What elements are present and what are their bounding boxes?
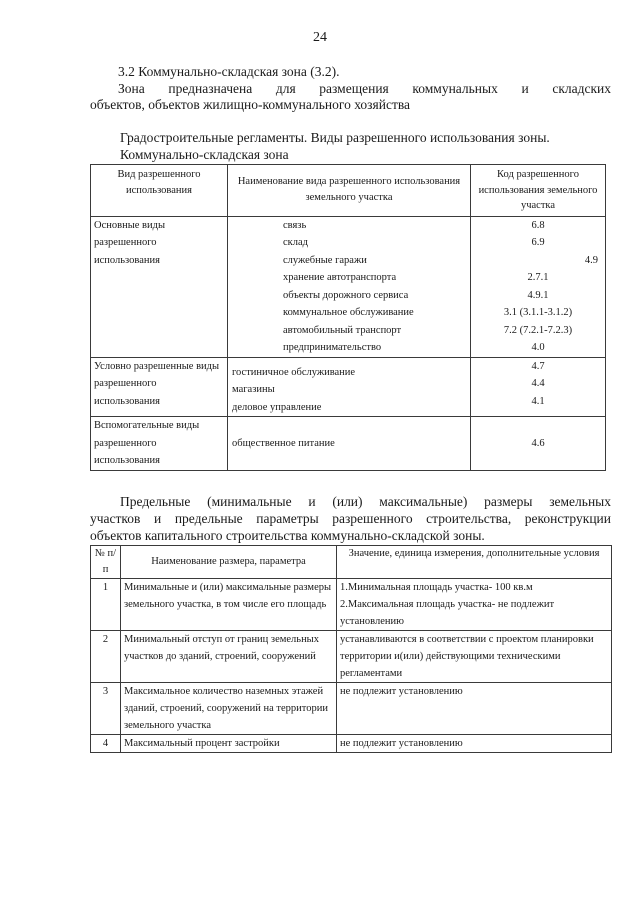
use-code: 7.2 (7.2.1-7.2.3) (503, 324, 573, 336)
regulations-heading-line1: Градостроительные регламенты. Виды разрешенного использования зоны. (120, 130, 550, 145)
use-code: 4.9.1 (527, 289, 549, 301)
row-number: 3 (91, 683, 121, 735)
use-code: 3.1 (3.1.1-3.1.2) (503, 307, 573, 318)
page-number: 24 (313, 30, 327, 45)
header-use-name: Наименование вида разрешенного использования земельного участка (228, 165, 471, 217)
use-name: хранение автотранспорта (283, 272, 397, 283)
row-value: 1.Минимальная площадь участка- 100 кв.м 2.Максимальная площадь участка- не подлежит установлению (337, 579, 612, 631)
row-parameter: Максимальное количество наземных этажей зданий, строений, сооружений на территории земельного участка (121, 683, 337, 735)
header-use-code: Код разрешенного использования земельного участка (471, 165, 606, 217)
group-auxiliary-codes (471, 417, 606, 471)
limits-paragraph-line1: Предельные (минимальные и (или) максимальные) размеры земельных (120, 494, 611, 509)
zone-description-line1: Зона предназначена для размещения коммунальных и складских (118, 81, 611, 96)
use-name: служебные гаражи (283, 254, 367, 266)
use-code: 4.4 (531, 378, 545, 389)
use-code: 6.8 (531, 219, 545, 231)
header-value: Значение, единица измерения, дополнительные условия (337, 546, 612, 579)
row-value: не подлежит установлению (337, 735, 612, 753)
use-code: 4.9 (584, 254, 598, 266)
use-name: склад (283, 237, 309, 248)
permitted-use-table (90, 164, 606, 471)
row-value: устанавливаются в соответствии с проектом планировки территории и(или) действующими техническими регламентами (337, 631, 612, 683)
row-number: 2 (91, 631, 121, 683)
group-auxiliary (91, 417, 606, 471)
row-parameter: Минимальные и (или) максимальные размеры земельного участка, в том числе его площадь (121, 579, 337, 631)
row-number: 4 (91, 735, 121, 753)
limits-header-row (91, 546, 612, 579)
use-code: 4.1 (531, 395, 545, 407)
row-parameter: Максимальный процент застройки (121, 735, 337, 753)
group-conditional-codes (471, 357, 606, 417)
use-name: магазины (232, 384, 275, 395)
regulations-heading-line2: Коммунально-складская зона (120, 147, 289, 162)
use-code: 2.7.1 (527, 272, 549, 283)
use-code: 4.6 (531, 437, 545, 449)
group-auxiliary-category: Вспомогательные виды разрешенного использования (91, 417, 228, 471)
limits-paragraph-line3: объектов капитального строительства коммунально-складской зоны. (90, 528, 485, 543)
row-parameter: Минимальный отступ от границ земельных участков до зданий, строений, сооружений (121, 631, 337, 683)
use-name: объекты дорожного сервиса (283, 289, 409, 301)
header-use-type: Вид разрешенного использования (91, 165, 228, 217)
use-name: общественное питание (232, 437, 335, 449)
limits-row (91, 579, 612, 631)
limits-row (91, 735, 612, 753)
permitted-use-header-row (91, 165, 606, 217)
header-number: № п/п (91, 546, 121, 579)
section-heading: 3.2 Коммунально-складская зона (3.2). (118, 64, 340, 79)
limits-row (91, 631, 612, 683)
zone-description-line2: объектов, объектов жилищно-коммунального хозяйства (90, 97, 411, 112)
group-main-category: Основные виды разрешенного использования (91, 216, 228, 357)
use-code: 4.7 (531, 360, 545, 372)
group-conditional-category: Условно разрешенные виды разрешенного использования (91, 357, 228, 417)
row-number: 1 (91, 579, 121, 631)
use-code: 4.0 (531, 342, 545, 353)
group-main-names (228, 216, 471, 357)
use-code: 6.9 (531, 237, 545, 248)
limits-row (91, 683, 612, 735)
group-main-codes (471, 216, 606, 357)
limits-paragraph-line2: участков и предельные параметры разрешенного строительства, реконструкции (90, 511, 611, 526)
group-auxiliary-names (228, 417, 471, 471)
use-name: автомобильный транспорт (283, 324, 402, 336)
use-name: связь (283, 219, 307, 231)
group-conditional (91, 357, 606, 417)
use-name: предпринимательство (283, 342, 382, 353)
use-name: гостиничное обслуживание (232, 366, 356, 378)
group-conditional-names (228, 357, 471, 417)
header-parameter: Наименование размера, параметра (121, 546, 337, 579)
use-name: коммунальное обслуживание (283, 307, 414, 318)
use-name: деловое управление (232, 401, 322, 413)
row-value: не подлежит установлению (337, 683, 612, 735)
limits-table (90, 545, 612, 753)
group-main (91, 216, 606, 357)
